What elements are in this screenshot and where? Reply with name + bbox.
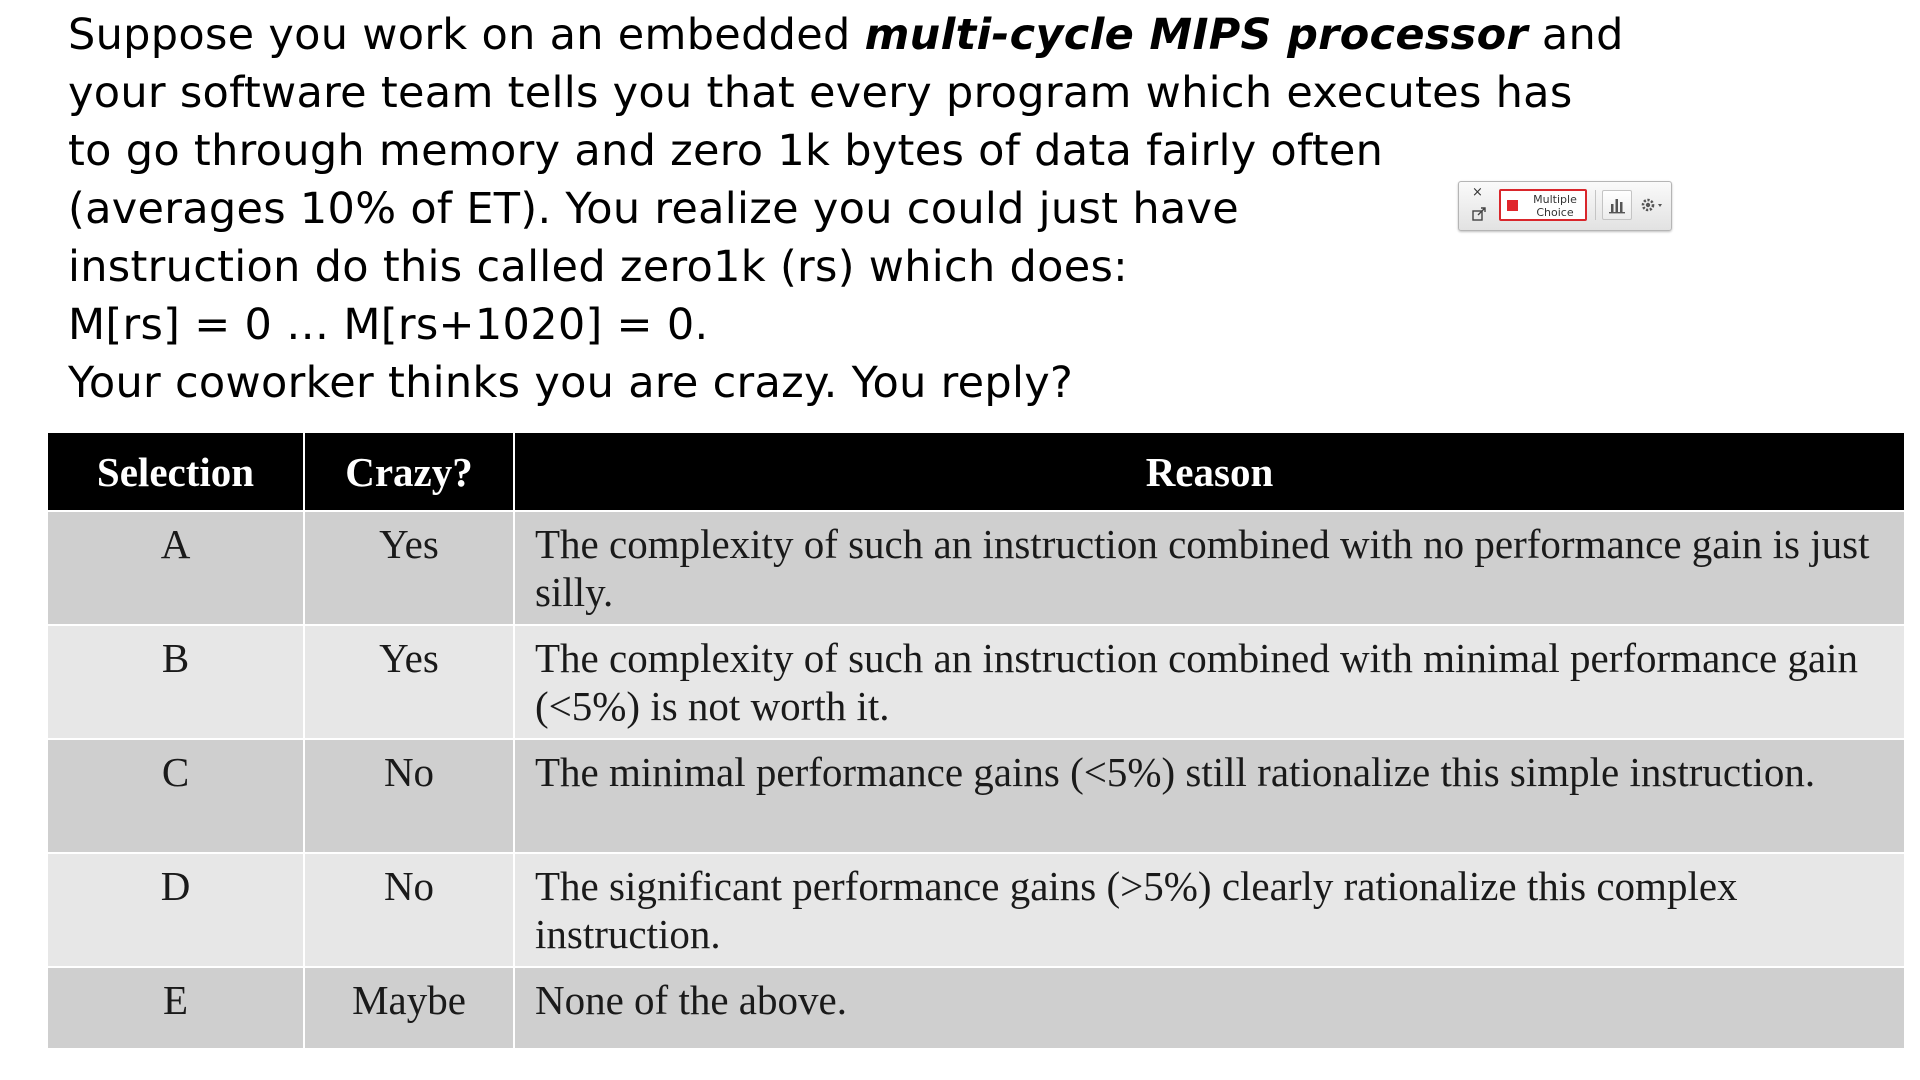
reason-cell: The complexity of such an instruction combined with minimal performance gain (<5%) is not worth it. [514, 625, 1904, 739]
header-selection: Selection [48, 433, 304, 511]
crazy-cell: No [304, 739, 514, 853]
selection-cell: B [48, 625, 304, 739]
question-type-label: Multiple Choice [1533, 193, 1577, 219]
question-line-1-start: Suppose you work on an embedded [68, 10, 865, 60]
question-emphasis: multi-cycle MIPS processor [864, 10, 1528, 60]
crazy-cell: No [304, 853, 514, 967]
question-line-2: your software team tells you that every program which executes has [68, 68, 1573, 118]
question-line-5: instruction do this called zero1k (rs) which does: [68, 242, 1128, 292]
crazy-cell: Yes [304, 625, 514, 739]
close-icon[interactable]: × [1472, 185, 1483, 200]
reason-cell: The minimal performance gains (<5%) still rationalize this simple instruction. [514, 739, 1904, 853]
table-row[interactable] [48, 967, 1904, 1048]
table-header-row [48, 433, 1904, 511]
selection-cell: A [48, 511, 304, 625]
question-line-4: (averages 10% of ET). You realize you could just have [68, 184, 1240, 234]
header-reason: Reason [514, 433, 1904, 511]
table-row[interactable] [48, 625, 1904, 739]
question-line-1-end: and [1527, 10, 1624, 60]
question-line-3: to go through memory and zero 1k bytes of data fairly often [68, 126, 1384, 176]
table-row[interactable] [48, 511, 1904, 625]
selection-cell: C [48, 739, 304, 853]
bar-chart-icon[interactable] [1602, 190, 1632, 220]
table-row[interactable] [48, 739, 1904, 853]
selection-cell: E [48, 967, 304, 1048]
reason-cell: The complexity of such an instruction combined with no performance gain is just silly. [514, 511, 1904, 625]
reason-cell: The significant performance gains (>5%) clearly rationalize this complex instruction. [514, 853, 1904, 967]
question-line-6: M[rs] = 0 … M[rs+1020] = 0. [68, 300, 709, 350]
question-line-7: Your coworker thinks you are crazy. You reply? [68, 358, 1074, 408]
crazy-cell: Maybe [304, 967, 514, 1048]
question-line-1 [68, 6, 1868, 64]
reason-cell: None of the above. [514, 967, 1904, 1048]
multiple-choice-button[interactable] [1499, 189, 1587, 221]
popout-icon[interactable] [1471, 206, 1487, 222]
gear-icon[interactable] [1637, 192, 1667, 218]
toolbar-divider [1595, 190, 1596, 220]
selection-cell: D [48, 853, 304, 967]
header-crazy: Crazy? [304, 433, 514, 511]
table-row[interactable] [48, 853, 1904, 967]
answer-table [48, 433, 1904, 1048]
record-icon [1507, 200, 1518, 211]
polling-toolbar [1458, 181, 1672, 231]
crazy-cell: Yes [304, 511, 514, 625]
